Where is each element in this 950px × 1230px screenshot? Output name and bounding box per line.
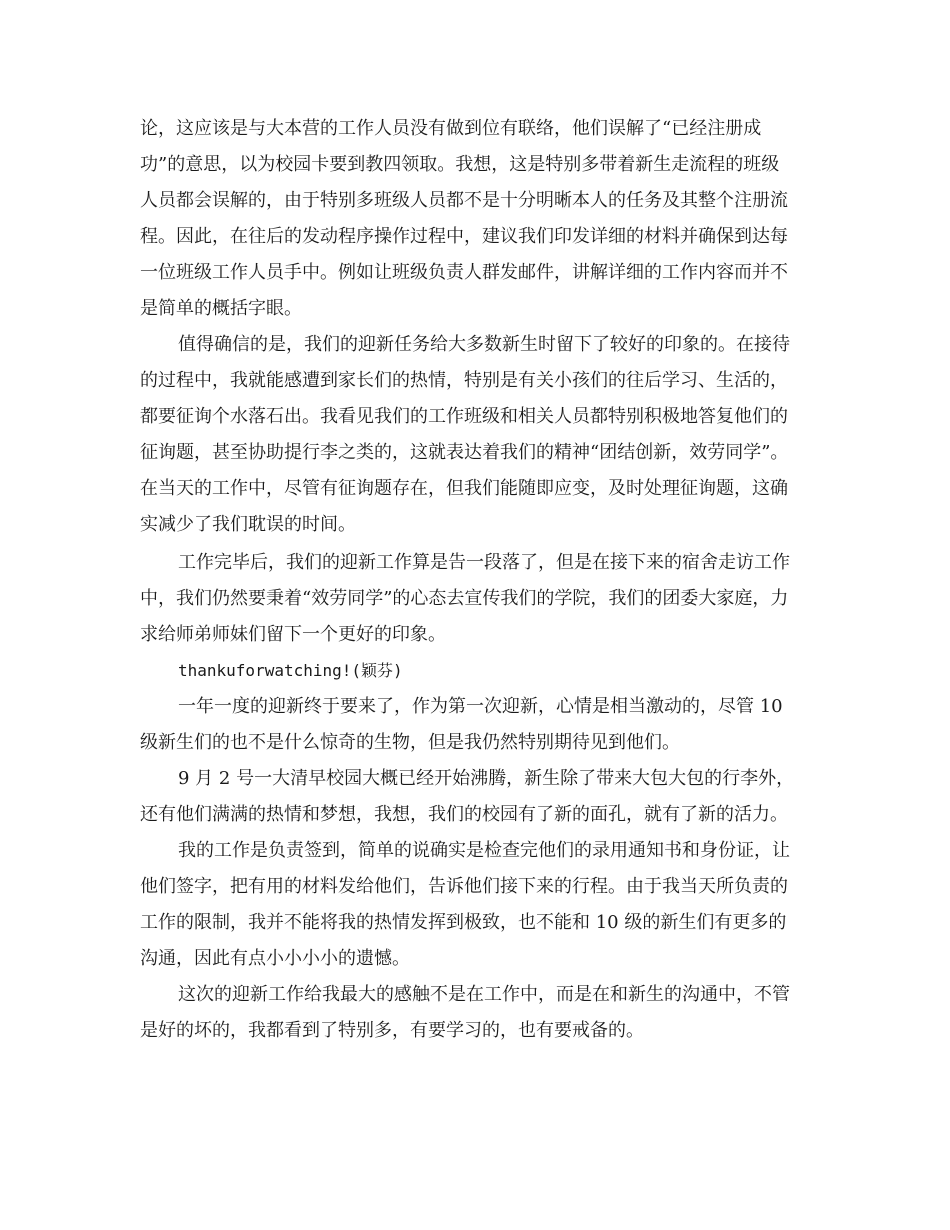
text-line: 沟通，因此有点小小小小的遗憾。 bbox=[140, 948, 410, 969]
text-line: 论，这应该是与大本营的工作人员没有做到位有联络，他们误解了“已经注册成 bbox=[140, 118, 762, 139]
text-line: 工作的限制，我并不能将我的热情发挥到极致，也不能和 10 级的新生们有更多的 bbox=[140, 912, 787, 933]
text-line: 实减少了我们耽误的时间。 bbox=[140, 514, 356, 535]
text-line: 这次的迎新工作给我最大的感触不是在工作中，而是在和新生的沟通中，不管 bbox=[178, 984, 790, 1005]
text-line: 程。因此，在往后的发动程序操作过程中，建议我们印发详细的材料并确保到达每 bbox=[140, 226, 788, 247]
text-line: 都要征询个水落石出。我看见我们的工作班级和相关人员都特别积极地答复他们的 bbox=[140, 406, 788, 427]
text-line: 征询题，甚至协助提行李之类的，这就表达着我们的精神“团结创新，效劳同学”。 bbox=[140, 442, 789, 463]
text-line: 一位班级工作人员手中。例如让班级负责人群发邮件，讲解详细的工作内容而并不 bbox=[140, 262, 788, 283]
text-line: 还有他们满满的热情和梦想，我想，我们的校园有了新的面孔，就有了新的活力。 bbox=[140, 804, 788, 825]
text-line: 工作完毕后，我们的迎新工作算是告一段落了，但是在接下来的宿舍走访工作 bbox=[178, 552, 790, 573]
text-line: 中，我们仍然要秉着“效劳同学”的心态去宣传我们的学院，我们的团委大家庭，力 bbox=[140, 588, 789, 609]
text-line: 功”的意思，以为校园卡要到教四领取。我想，这是特别多带着新生走流程的班级 bbox=[140, 154, 780, 175]
text-line: 是简单的概括字眼。 bbox=[140, 298, 302, 319]
text-line: 在当天的工作中，尽管有征询题存在，但我们能随即应变，及时处理征询题，这确 bbox=[140, 478, 788, 499]
text-line: 人员都会误解的，由于特别多班级人员都不是十分明晰本人的任务及其整个注册流 bbox=[140, 190, 788, 211]
text-line: 是好的坏的，我都看到了特别多，有要学习的，也有要戒备的。 bbox=[140, 1020, 644, 1041]
text-line: 求给师弟师妹们留下一个更好的印象。 bbox=[140, 624, 446, 645]
text-line: 他们签字，把有用的材料发给他们，告诉他们接下来的行程。由于我当天所负责的 bbox=[140, 876, 788, 897]
text-line: 一年一度的迎新终于要来了，作为第一次迎新，心情是相当激动的，尽管 10 bbox=[178, 696, 783, 717]
text-line: 级新生们的也不是什么惊奇的生物，但是我仍然特别期待见到他们。 bbox=[140, 732, 680, 753]
text-line: 值得确信的是，我们的迎新任务给大多数新生时留下了较好的印象的。在接待 bbox=[178, 334, 790, 355]
text-line: thankuforwatching!(颖芬) bbox=[178, 661, 403, 680]
text-line: 9 月 2 号一大清早校园大概已经开始沸腾，新生除了带来大包大包的行李外， bbox=[178, 768, 795, 789]
text-line: 的过程中，我就能感遭到家长们的热情，特别是有关小孩们的往后学习、生活的， bbox=[140, 370, 788, 391]
text-line: 我的工作是负责签到，简单的说确实是检查完他们的录用通知书和身份证，让 bbox=[178, 840, 790, 861]
